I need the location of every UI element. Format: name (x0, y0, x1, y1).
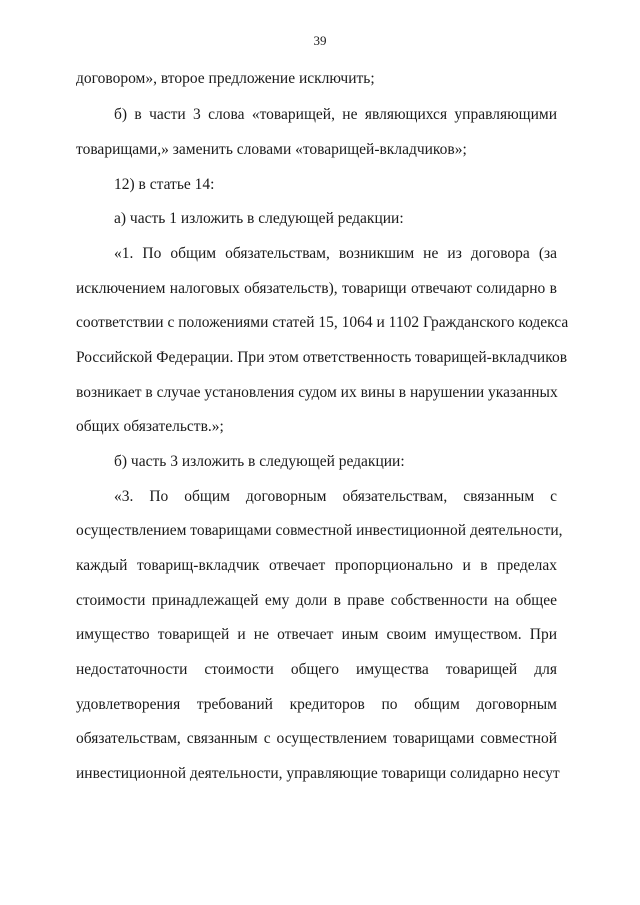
text-line: «1. По общим обязательствам, возникшим не из договора (за (114, 245, 557, 262)
text-line: стоимости принадлежащей ему доли в праве собственности на общее (76, 592, 557, 609)
text-line: обязательствам, связанным с осуществлением товарищами совместной (76, 730, 557, 747)
text-line: инвестиционной деятельности, управляющие товарищи солидарно несут (76, 765, 560, 782)
text-line: товарищами,» заменить словами «товарищей-вкладчиков»; (76, 141, 467, 158)
text-line: осуществлением товарищами совместной инвестиционной деятельности, (76, 522, 563, 539)
text-line: «3. По общим договорным обязательствам, связанным с (114, 488, 557, 505)
page-number: 39 (313, 33, 327, 48)
text-line: Российской Федерации. При этом ответственность товарищей-вкладчиков (76, 349, 568, 366)
text-line: удовлетворения требований кредиторов по общим договорным (76, 696, 557, 713)
text-line: а) часть 1 изложить в следующей редакции: (114, 210, 404, 227)
text-line: общих обязательств.»; (76, 418, 224, 435)
text-line: договором», второе предложение исключить; (76, 70, 375, 87)
text-line: б) в части 3 слова «товарищей, не являющихся управляющими (114, 106, 557, 123)
text-line: б) часть 3 изложить в следующей редакции: (114, 453, 405, 470)
text-line: каждый товарищ-вкладчик отвечает пропорционально и в пределах (76, 557, 557, 574)
text-line: соответствии с положениями статей 15, 1064 и 1102 Гражданского кодекса (76, 314, 569, 331)
text-line: возникает в случае установления судом их вины в нарушении указанных (76, 384, 558, 401)
text-line: недостаточности стоимости общего имущества товарищей для (76, 661, 557, 678)
text-line: 12) в статье 14: (114, 176, 215, 193)
text-line: имущество товарищей и не отвечает иным своим имуществом. При (76, 626, 557, 643)
text-line: исключением налоговых обязательств), товарищи отвечают солидарно в (76, 280, 557, 297)
